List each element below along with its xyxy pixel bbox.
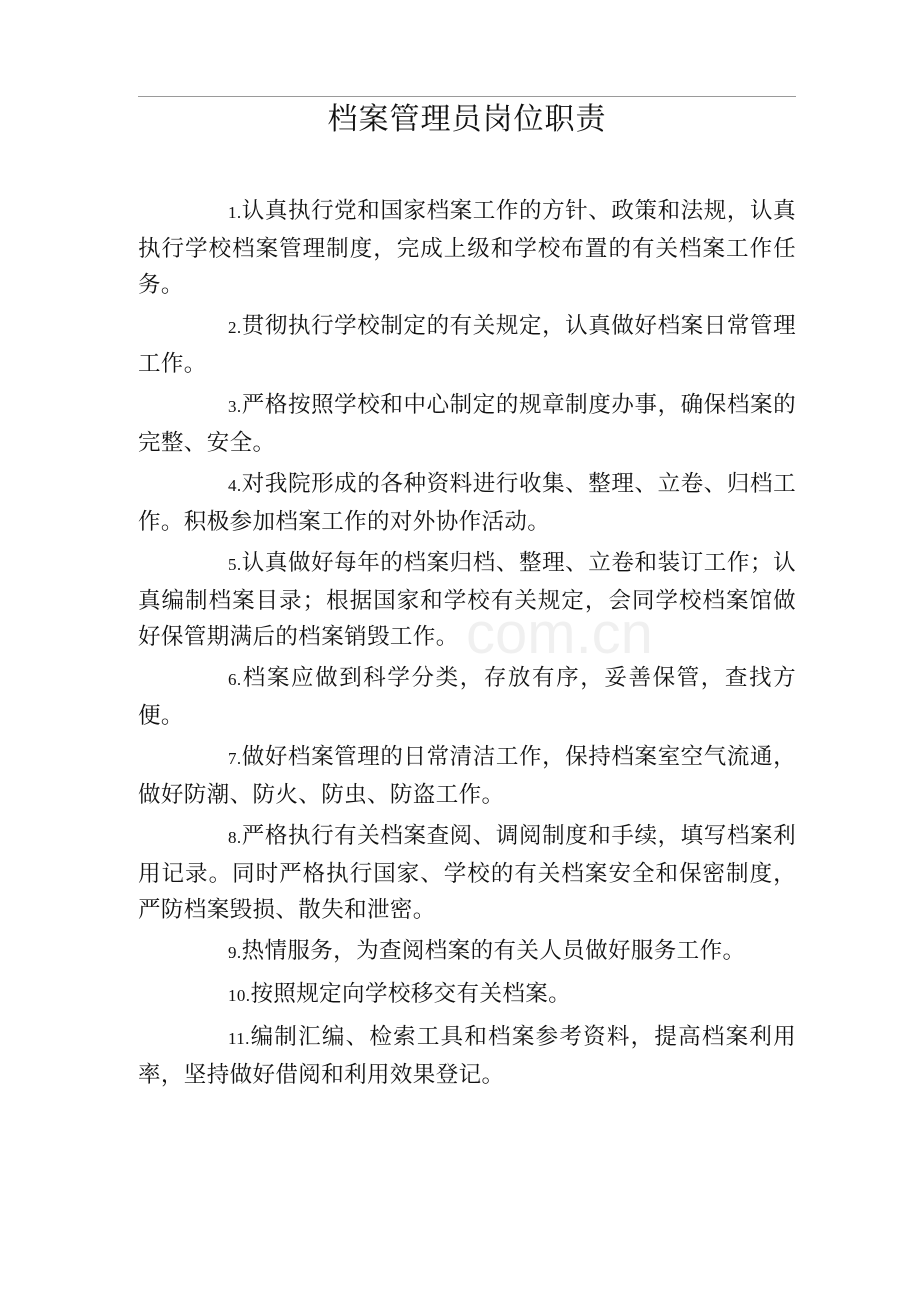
page-title: 档案管理员岗位职责 — [327, 102, 607, 137]
watermark: com.cn — [466, 601, 653, 666]
list-item — [138, 976, 796, 1014]
list-item — [138, 660, 796, 734]
item-text: 热情服务，为查阅档案的有关人员做好服务工作。 — [241, 938, 746, 964]
item-number: 4. — [228, 476, 242, 495]
item-number: 10. — [228, 986, 251, 1005]
item-text: 档案应做到科学分类，存放有序，妥善保管，查找方便。 — [138, 665, 796, 729]
item-number: 8. — [228, 828, 242, 847]
item-text: 对我院形成的各种资料进行收集、整理、立卷、归档工作。积极参加档案工作的对外协作活动。 — [138, 471, 796, 535]
list-item — [138, 818, 796, 928]
item-text: 做好档案管理的日常清洁工作，保持档案室空气流通，做好防潮、防火、防虫、防盗工作。 — [138, 744, 796, 808]
item-text: 按照规定向学校移交有关档案。 — [250, 981, 572, 1007]
header-rule — [138, 96, 796, 97]
list-item — [138, 193, 796, 303]
duty-list — [138, 193, 796, 1098]
item-text: 严格按照学校和中心制定的规章制度办事，确保档案的完整、安全。 — [138, 392, 796, 456]
list-item — [138, 1019, 796, 1093]
item-text: 严格执行有关档案查阅、调阅制度和手续，填写档案利用记录。同时严格执行国家、学校的有关档案安全和保密制度，严防档案毁损、散失和泄密。 — [138, 823, 796, 923]
item-number: 2. — [228, 318, 242, 337]
item-number: 7. — [228, 749, 242, 768]
item-text: 认真做好每年的档案归档、整理、立卷和装订工作；认真编制档案目录；根据国家和学校有关规定，会同学校档案馆做好保管期满后的档案销毁工作。 — [138, 550, 796, 650]
list-item — [138, 308, 796, 382]
item-text: 贯彻执行学校制定的有关规定，认真做好档案日常管理工作。 — [138, 313, 796, 377]
list-item — [138, 933, 796, 971]
item-number: 1. — [228, 203, 242, 222]
list-item — [138, 466, 796, 540]
item-number: 5. — [228, 555, 242, 574]
item-number: 3. — [228, 397, 242, 416]
item-number: 11. — [228, 1029, 250, 1048]
item-text: 编制汇编、检索工具和档案参考资料，提高档案利用率，坚持做好借阅和利用效果登记。 — [138, 1024, 796, 1088]
list-item — [138, 387, 796, 461]
list-item — [138, 545, 796, 655]
item-number: 9. — [228, 943, 242, 962]
list-item — [138, 739, 796, 813]
item-text: 认真执行党和国家档案工作的方针、政策和法规，认真执行学校档案管理制度，完成上级和学校布置的有关档案工作任务。 — [138, 198, 796, 298]
item-number: 6. — [228, 670, 242, 689]
